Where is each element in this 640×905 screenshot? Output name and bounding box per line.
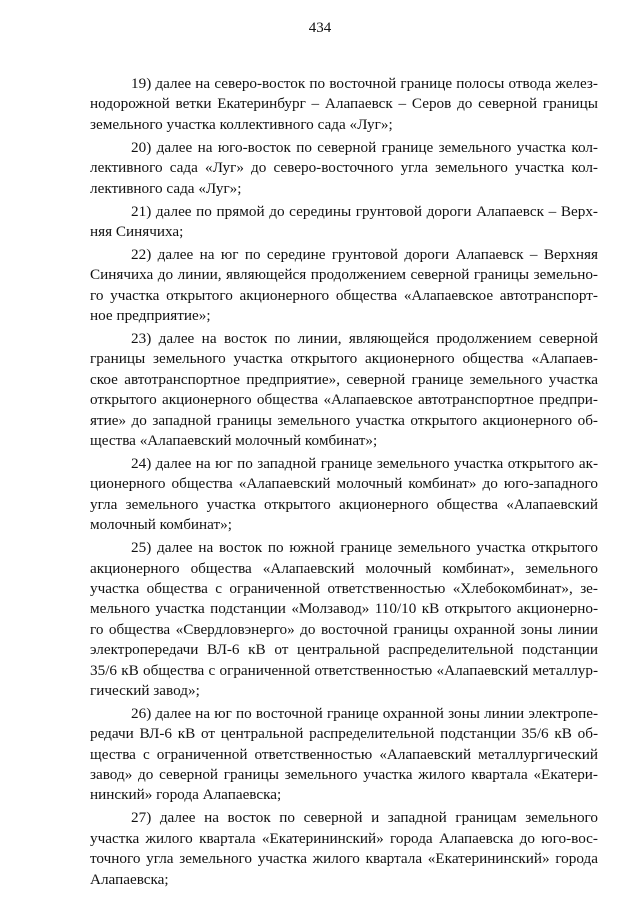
paragraph-line: гический завод»; (90, 681, 200, 699)
paragraph-line: 26) далее на юг по восточной границе охранной зоны линии электропе- (131, 704, 598, 722)
paragraph-item (90, 74, 598, 135)
paragraph-line: 20) далее на юго-восток по северной границе земельного участка кол- (131, 138, 598, 156)
paragraph-line: лективного сада «Луг» до северо-восточного угла земельного участка кол- (90, 159, 598, 177)
page-number: 434 (308, 20, 332, 36)
paragraph-line: 25) далее на восток по южной границе земельного участка открытого (131, 539, 598, 557)
paragraph-item (90, 454, 598, 536)
paragraph-line: го общества «Свердловэнерго» до восточной границы охранной зоны линии (90, 620, 598, 638)
paragraph-line: нинский» города Алапаевска; (90, 786, 282, 804)
paragraph-line: 21) далее по прямой до середины грунтовой дороги Алапаевск – Верх- (131, 202, 598, 220)
paragraph-line: участка общества с ограниченной ответственностью «Хлебокомбинат», зе- (90, 579, 598, 597)
paragraph-item (90, 138, 598, 199)
paragraph-line: открытого акционерного общества «Алапаевское автотранспортное предпри- (90, 391, 598, 409)
paragraph-line: Алапаевска; (90, 870, 169, 888)
paragraph-item (90, 245, 598, 327)
paragraph-line: завод» до северной границы земельного участка жилого квартала «Екатери- (90, 766, 598, 784)
paragraph-item (90, 808, 598, 890)
paragraph-line: 24) далее на юг по западной границе земельного участка открытого ак- (131, 455, 598, 472)
paragraph-line: нодорожной ветки Екатеринбург – Алапаевск – Серов до северной границы (90, 95, 598, 113)
paragraph-item (90, 538, 598, 701)
paragraph-line: няя Синячиха; (90, 222, 184, 240)
paragraph-line: ское автотранспортное предприятие», северной границе земельного участка (90, 370, 598, 388)
paragraph-line: точного угла земельного участка жилого квартала «Екатерининский» города (90, 850, 598, 868)
paragraph-line: электропередачи ВЛ-6 кВ от центральной распределительной подстанции (90, 641, 598, 659)
paragraph-line: редачи ВЛ-6 кВ от центральной распределительной подстанции 35/6 кВ об- (90, 725, 598, 743)
paragraph-line: Синячиха до линии, являющейся продолжением северной границы земельно- (90, 266, 598, 284)
paragraph-line: молочный комбинат»; (90, 516, 232, 534)
paragraph-line: го участка открытого акционерного общества «Алапаевское автотранспорт- (90, 286, 598, 304)
paragraph-line: ное предприятие»; (90, 307, 211, 325)
document-body (90, 74, 598, 893)
paragraph-line: щества «Алапаевский молочный комбинат»; (90, 432, 378, 450)
paragraph-line: лективного сада «Луг»; (90, 179, 242, 197)
paragraph-line: мельного участка подстанции «Молзавод» 110/10 кВ открытого акционерно- (90, 600, 598, 618)
paragraph-line: 23) далее на восток по линии, являющейся продолжением северной (131, 330, 598, 348)
paragraph-item (90, 329, 598, 451)
paragraph-line: угла земельного участка открытого акционерного общества «Алапаевский (90, 495, 598, 513)
paragraph-line: ятие» до западной границы земельного участка открытого акционерного об- (90, 411, 598, 429)
paragraph-line: 19) далее на северо-восток по восточной границе полосы отвода желез- (131, 75, 598, 92)
paragraph-item (90, 202, 598, 243)
paragraph-line: акционерного общества «Алапаевский молочный комбинат», земельного (90, 559, 598, 577)
paragraph-line: участка жилого квартала «Екатерининский» города Алапаевска до юго-вос- (90, 829, 598, 847)
paragraph-line: щества с ограниченной ответственностью «Алапаевский металлургический (90, 745, 598, 763)
paragraph-line: границы земельного участка открытого акционерного общества «Алапаев- (90, 350, 598, 368)
paragraph-line: 35/6 кВ общества с ограниченной ответственностью «Алапаевский металлур- (90, 661, 598, 679)
paragraph-line: ционерного общества «Алапаевский молочный комбинат» до юго-западного (90, 475, 598, 493)
paragraph-item (90, 704, 598, 806)
paragraph-line: 27) далее на восток по северной и западной границам земельного (131, 809, 598, 827)
paragraph-line: земельного участка коллективного сада «Луг»; (90, 115, 393, 133)
paragraph-line: 22) далее на юг по середине грунтовой дороги Алапаевск – Верхняя (131, 245, 598, 263)
